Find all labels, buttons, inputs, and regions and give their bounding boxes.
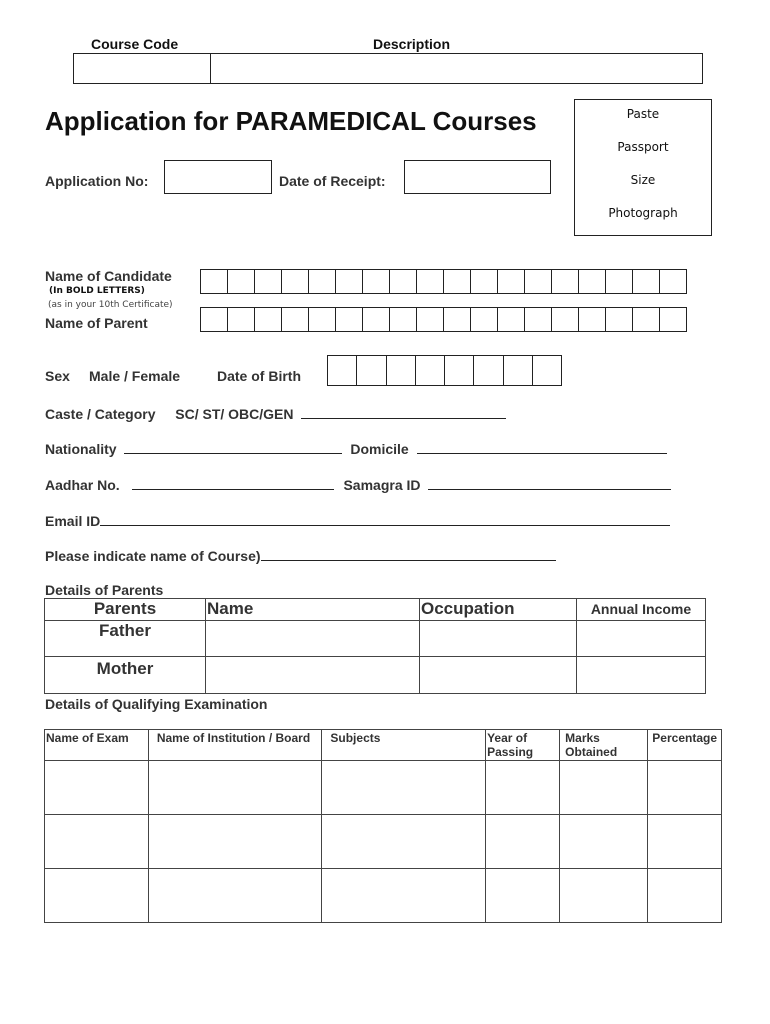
mother-occupation-cell[interactable] [420, 657, 577, 694]
course-code-label: Course Code [91, 36, 179, 52]
parents-table [44, 598, 706, 694]
exam-cell[interactable] [148, 869, 322, 923]
description-field[interactable] [210, 53, 703, 84]
table-row [45, 761, 722, 815]
exam-cell[interactable] [560, 815, 648, 869]
certificate-note: (as in your 10th Certificate) [48, 300, 173, 310]
nationality-row [45, 439, 667, 457]
aadhar-label: Aadhar No. [45, 477, 120, 493]
photo-line-4: Photograph [608, 206, 678, 220]
photo-box[interactable] [574, 99, 712, 236]
father-name-cell[interactable] [206, 621, 420, 657]
email-line[interactable] [100, 511, 670, 526]
parent-name-cells[interactable] [200, 307, 687, 332]
exam-cell[interactable] [148, 815, 322, 869]
marks-header: Marks Obtained [560, 730, 648, 761]
candidate-name-cells[interactable] [200, 269, 687, 294]
occupation-header: Occupation [420, 599, 577, 621]
email-label: Email ID [45, 513, 101, 529]
exam-header-row [45, 730, 722, 761]
annual-income-header: Annual Income [577, 599, 706, 621]
year-header: Year of Passing [486, 730, 560, 761]
photo-line-3: Size [630, 173, 656, 187]
father-label: Father [45, 621, 206, 657]
table-row [45, 815, 722, 869]
samagra-line[interactable] [428, 475, 671, 490]
aadhar-line[interactable] [132, 475, 334, 490]
dob-cells[interactable] [327, 355, 562, 386]
domicile-line[interactable] [417, 439, 667, 454]
exam-cell[interactable] [45, 815, 149, 869]
exam-cell[interactable] [45, 869, 149, 923]
nationality-line[interactable] [124, 439, 342, 454]
photo-line-1: Paste [626, 107, 660, 121]
date-of-receipt-label: Date of Receipt: [279, 173, 386, 189]
dob-label: Date of Birth [217, 368, 301, 384]
parents-header: Parents [45, 599, 206, 621]
name-of-parent-label: Name of Parent [45, 315, 148, 331]
exam-cell[interactable] [560, 869, 648, 923]
institution-header: Name of Institution / Board [148, 730, 322, 761]
caste-row [45, 404, 506, 422]
parents-section-heading: Details of Parents [45, 582, 164, 598]
exam-cell[interactable] [45, 761, 149, 815]
aadhar-row [45, 475, 671, 493]
mother-income-cell[interactable] [577, 657, 706, 694]
course-code-field[interactable] [73, 53, 211, 84]
exam-cell[interactable] [322, 761, 486, 815]
description-label: Description [373, 36, 451, 52]
name-of-candidate-label: Name of Candidate [45, 268, 172, 284]
father-occupation-cell[interactable] [420, 621, 577, 657]
name-header: Name [206, 599, 420, 621]
domicile-label: Domicile [350, 441, 409, 457]
email-row [45, 511, 670, 529]
exam-cell[interactable] [648, 869, 722, 923]
samagra-label: Samagra ID [343, 477, 421, 493]
course-name-row [45, 546, 556, 564]
course-name-label: Please indicate name of Course) [45, 548, 261, 564]
bold-letters-note: (In BOLD LETTERS) [49, 286, 145, 296]
photo-line-2: Passport [617, 140, 669, 154]
page-title: Application for PARAMEDICAL Courses [45, 106, 537, 136]
sex-label: Sex [45, 368, 70, 384]
mother-name-cell[interactable] [206, 657, 420, 694]
exam-section-heading: Details of Qualifying Examination [45, 696, 268, 712]
application-no-field[interactable] [164, 160, 272, 194]
exam-cell[interactable] [648, 761, 722, 815]
exam-cell[interactable] [322, 869, 486, 923]
father-income-cell[interactable] [577, 621, 706, 657]
table-row [45, 621, 706, 657]
caste-options: SC/ ST/ OBC/GEN [175, 406, 294, 422]
mother-label: Mother [45, 657, 206, 694]
table-row [45, 657, 706, 694]
exam-cell[interactable] [648, 815, 722, 869]
caste-line[interactable] [301, 404, 506, 419]
exam-table [44, 729, 722, 923]
exam-cell[interactable] [322, 815, 486, 869]
table-row [45, 869, 722, 923]
date-of-receipt-field[interactable] [404, 160, 551, 194]
course-name-line[interactable] [261, 546, 556, 561]
caste-label: Caste / Category [45, 406, 156, 422]
application-no-label: Application No: [45, 173, 149, 189]
subjects-header: Subjects [322, 730, 486, 761]
sex-options: Male / Female [89, 368, 181, 384]
parents-header-row [45, 599, 706, 621]
nationality-label: Nationality [45, 441, 117, 457]
percentage-header: Percentage [648, 730, 722, 761]
exam-name-header: Name of Exam [45, 730, 149, 761]
exam-cell[interactable] [486, 869, 560, 923]
exam-cell[interactable] [148, 761, 322, 815]
exam-cell[interactable] [560, 761, 648, 815]
exam-cell[interactable] [486, 761, 560, 815]
exam-cell[interactable] [486, 815, 560, 869]
